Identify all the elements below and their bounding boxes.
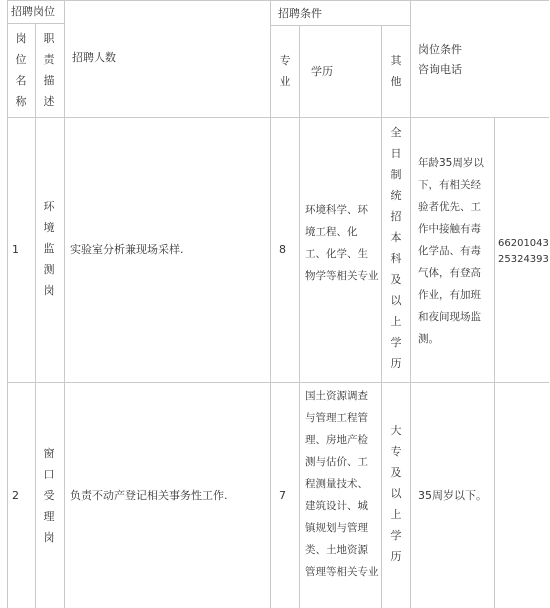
header-major: 专业 — [279, 54, 291, 88]
row1-condition-line: 下，有相关经 — [418, 179, 481, 191]
col-line-7 — [494, 117, 495, 608]
row1-condition-line: 作中接触有毒 — [418, 223, 481, 235]
row2-index: 2 — [12, 489, 19, 502]
header-divider-2 — [270, 25, 410, 26]
col-line-1 — [35, 23, 36, 608]
table-border-top — [7, 0, 549, 1]
row2-major-line: 理、房地产检 — [305, 434, 368, 446]
row1-education: 全日制统招本科及以上学历 — [390, 126, 402, 370]
row1-condition-line: 和夜间现场监 — [418, 311, 481, 323]
row1-count: 8 — [279, 243, 286, 256]
row2-condition: 35周岁以下。 — [418, 489, 487, 502]
header-conditions-group: 招聘条件 — [278, 7, 322, 20]
col-line-3 — [270, 0, 271, 608]
row1-post-name: 环境监测岗 — [43, 200, 55, 297]
row1-phone-1: 66201043 — [498, 238, 549, 249]
header-contact-line1: 岗位条件 — [418, 43, 462, 56]
row1-duty: 实验室分析兼现场采样. — [70, 243, 184, 256]
row1-condition-line: 测。 — [418, 333, 439, 345]
col-line-0 — [7, 0, 8, 608]
row2-major-line: 测与估价、工 — [305, 456, 368, 468]
row1-index: 1 — [12, 243, 19, 256]
row1-condition-line: 作业，有加班 — [418, 289, 481, 301]
row1-major-line: 环境科学、环 — [305, 204, 368, 216]
row2-count: 7 — [279, 489, 286, 502]
header-post-name: 岗位名称 — [15, 32, 27, 108]
row1-major-line: 境工程、化 — [305, 226, 358, 238]
row1-condition-line: 年龄35周岁以 — [418, 157, 484, 169]
row-divider — [7, 382, 549, 383]
header-count: 招聘人数 — [72, 51, 116, 64]
row2-major-line: 镇规划与管理 — [305, 522, 368, 534]
header-other: 其他 — [390, 54, 402, 88]
row1-phone-2: 25324393 — [498, 254, 549, 265]
row2-major-line: 程测量技术、 — [305, 478, 368, 490]
header-position-group: 招聘岗位 — [11, 5, 55, 18]
row2-duty: 负责不动产登记相关事务性工作. — [70, 489, 228, 502]
row2-major-line: 建筑设计、城 — [305, 500, 368, 512]
row2-major-line: 管理等相关专业 — [305, 566, 379, 578]
row2-major-line: 与管理工程管 — [305, 412, 368, 424]
row2-major-line: 类、土地资源 — [305, 544, 368, 556]
row1-major-line: 物学等相关专业 — [305, 270, 379, 282]
row1-condition-line: 气体，有登高 — [418, 267, 481, 279]
row1-major-line: 工、化学、生 — [305, 248, 368, 260]
col-line-2 — [64, 0, 65, 608]
row2-major-line: 国土资源调查 — [305, 390, 368, 402]
col-line-5 — [381, 25, 382, 608]
header-education: 学历 — [311, 65, 333, 78]
header-bottom-line — [7, 117, 549, 118]
header-duty: 职责描述 — [43, 32, 55, 108]
header-contact-line2: 咨询电话 — [418, 63, 462, 76]
row1-condition-line: 验者优先、工 — [418, 201, 481, 213]
col-line-4 — [299, 25, 300, 608]
row1-condition-line: 化学品、有毒 — [418, 245, 481, 257]
row2-education: 大专及以上学历 — [390, 424, 402, 563]
row2-post-name: 窗口受理岗 — [43, 447, 55, 544]
col-line-6 — [410, 0, 411, 608]
